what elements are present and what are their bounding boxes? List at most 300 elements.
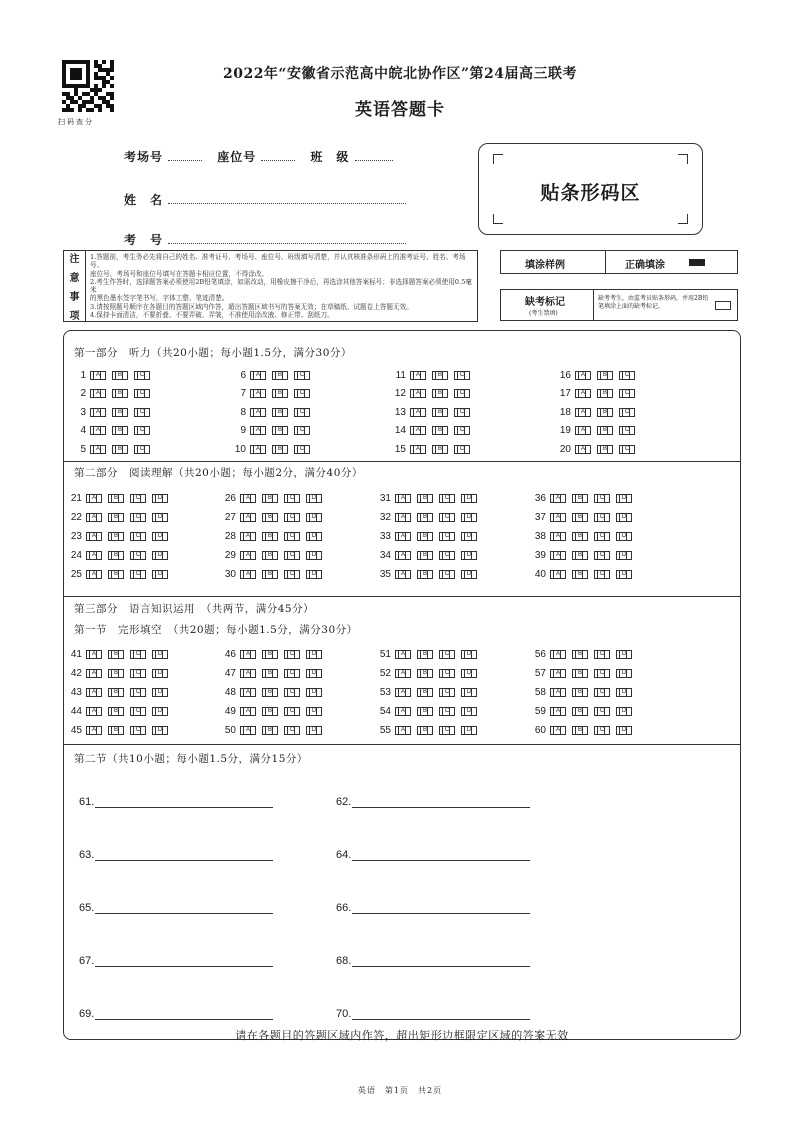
answer-bubble[interactable]: B bbox=[572, 650, 588, 659]
answer-bubble[interactable]: C bbox=[294, 371, 310, 380]
answer-bubble[interactable]: D bbox=[152, 688, 168, 697]
answer-bubble[interactable]: A bbox=[240, 551, 256, 560]
answer-bubble[interactable]: A bbox=[395, 551, 411, 560]
answer-bubble[interactable]: D bbox=[461, 707, 477, 716]
question-number: 25 bbox=[70, 568, 82, 580]
seat-field[interactable] bbox=[261, 151, 295, 161]
answer-bubble[interactable]: C bbox=[594, 688, 610, 697]
answer-bubble[interactable]: D bbox=[306, 669, 322, 678]
answer-bubble[interactable]: C bbox=[130, 669, 146, 678]
answer-bubble[interactable]: D bbox=[461, 726, 477, 735]
answer-bubble[interactable]: A bbox=[90, 408, 106, 417]
answer-bubble[interactable]: D bbox=[616, 494, 632, 503]
answer-bubble[interactable]: B bbox=[572, 688, 588, 697]
answer-bubble[interactable]: A bbox=[240, 513, 256, 522]
answer-bubble[interactable]: B bbox=[262, 532, 278, 541]
question-number: 60 bbox=[534, 724, 546, 736]
answer-bubble[interactable]: C bbox=[130, 532, 146, 541]
answer-bubble[interactable]: D bbox=[616, 570, 632, 579]
answer-bubble[interactable]: B bbox=[262, 669, 278, 678]
answer-bubble[interactable]: A bbox=[410, 426, 426, 435]
answer-bubble[interactable]: D bbox=[616, 650, 632, 659]
answer-bubble[interactable]: C bbox=[594, 726, 610, 735]
answer-bubble[interactable]: D bbox=[461, 688, 477, 697]
question-row bbox=[369, 491, 483, 505]
answer-bubble[interactable]: B bbox=[108, 494, 124, 503]
question-number: 56 bbox=[534, 648, 546, 660]
answer-bubble[interactable]: D bbox=[306, 726, 322, 735]
class-field[interactable] bbox=[355, 151, 393, 161]
answer-bubble[interactable]: D bbox=[152, 513, 168, 522]
answer-bubble[interactable]: D bbox=[152, 669, 168, 678]
answer-bubble[interactable]: B bbox=[432, 408, 448, 417]
answer-bubble[interactable]: B bbox=[597, 371, 613, 380]
question-row bbox=[224, 405, 316, 419]
question-number: 19 bbox=[559, 425, 571, 436]
answer-bubble[interactable]: C bbox=[294, 408, 310, 417]
question-number: 7 bbox=[240, 388, 246, 399]
fill-answer-line[interactable] bbox=[352, 849, 530, 861]
question-number: 48 bbox=[224, 686, 236, 698]
name-label: 姓 名 bbox=[124, 193, 164, 207]
question-number: 32 bbox=[379, 511, 391, 523]
answer-bubble[interactable]: B bbox=[262, 707, 278, 716]
question-row bbox=[369, 685, 483, 699]
answer-bubble[interactable]: C bbox=[439, 570, 455, 579]
answer-bubble[interactable]: A bbox=[550, 707, 566, 716]
question-number: 28 bbox=[224, 530, 236, 542]
fill-answer-row bbox=[336, 849, 530, 861]
question-row bbox=[60, 548, 174, 562]
answer-bubble[interactable]: B bbox=[112, 426, 128, 435]
answer-bubble[interactable]: B bbox=[108, 688, 124, 697]
answer-bubble[interactable]: A bbox=[575, 371, 591, 380]
question-number: 24 bbox=[70, 549, 82, 561]
answer-bubble[interactable]: A bbox=[240, 688, 256, 697]
answer-bubble[interactable]: A bbox=[575, 445, 591, 454]
answer-bubble[interactable]: C bbox=[439, 551, 455, 560]
answer-bubble[interactable]: C bbox=[439, 650, 455, 659]
answer-bubble[interactable]: A bbox=[86, 707, 102, 716]
answer-bubble[interactable]: C bbox=[284, 494, 300, 503]
answer-bubble[interactable]: A bbox=[395, 650, 411, 659]
answer-bubble[interactable]: D bbox=[306, 551, 322, 560]
candidate-row-1 bbox=[124, 146, 393, 165]
answer-bubble[interactable]: B bbox=[597, 445, 613, 454]
answer-bubble[interactable]: A bbox=[550, 532, 566, 541]
answer-bubble[interactable]: C bbox=[439, 707, 455, 716]
answer-bubble[interactable]: B bbox=[417, 551, 433, 560]
answer-bubble[interactable]: A bbox=[550, 494, 566, 503]
answer-bubble[interactable]: A bbox=[86, 513, 102, 522]
answer-bubble[interactable]: B bbox=[108, 532, 124, 541]
fill-answer-line[interactable] bbox=[352, 902, 530, 914]
answer-bubble[interactable]: D bbox=[461, 551, 477, 560]
answer-bubble[interactable]: C bbox=[439, 532, 455, 541]
answer-bubble[interactable]: A bbox=[575, 408, 591, 417]
answer-bubble[interactable]: C bbox=[294, 426, 310, 435]
answer-bubble[interactable]: A bbox=[550, 650, 566, 659]
answer-bubble[interactable]: B bbox=[272, 426, 288, 435]
answer-bubble[interactable]: B bbox=[432, 389, 448, 398]
answer-bubble[interactable]: B bbox=[572, 669, 588, 678]
answer-bubble[interactable]: C bbox=[130, 551, 146, 560]
answer-bubble[interactable]: A bbox=[550, 669, 566, 678]
answer-bubble[interactable]: C bbox=[134, 371, 150, 380]
corner-mark bbox=[678, 154, 688, 164]
answer-bubble[interactable]: A bbox=[550, 726, 566, 735]
answer-bubble[interactable]: D bbox=[616, 551, 632, 560]
answer-bubble[interactable]: D bbox=[152, 726, 168, 735]
question-number: 59 bbox=[534, 705, 546, 717]
answer-bubble[interactable]: C bbox=[454, 389, 470, 398]
answer-bubble[interactable]: B bbox=[597, 426, 613, 435]
answer-bubble[interactable]: B bbox=[262, 726, 278, 735]
fill-answer-number: 63. bbox=[79, 849, 95, 861]
answer-bubble[interactable]: C bbox=[284, 551, 300, 560]
answer-bubble[interactable]: C bbox=[439, 669, 455, 678]
question-number: 36 bbox=[534, 492, 546, 504]
question-number: 16 bbox=[559, 369, 571, 381]
answer-bubble[interactable]: C bbox=[134, 389, 150, 398]
answer-bubble[interactable]: C bbox=[594, 707, 610, 716]
question-row bbox=[384, 387, 476, 401]
answer-bubble[interactable]: C bbox=[619, 389, 635, 398]
answer-bubble[interactable]: B bbox=[272, 408, 288, 417]
question-row bbox=[369, 704, 483, 718]
fill-answer-line[interactable] bbox=[352, 955, 530, 967]
exam-room-field[interactable] bbox=[168, 151, 202, 161]
fill-answer-line[interactable] bbox=[95, 849, 273, 861]
answer-bubble[interactable]: B bbox=[417, 513, 433, 522]
answer-bubble[interactable]: D bbox=[152, 551, 168, 560]
question-number: 6 bbox=[240, 369, 246, 381]
exam-room-label: 考场号 bbox=[124, 150, 164, 164]
answer-bubble[interactable]: B bbox=[417, 688, 433, 697]
answer-bubble[interactable]: C bbox=[454, 371, 470, 380]
answer-bubble[interactable]: B bbox=[108, 551, 124, 560]
answer-bubble[interactable]: A bbox=[240, 570, 256, 579]
answer-bubble[interactable]: C bbox=[284, 650, 300, 659]
answer-bubble[interactable]: A bbox=[240, 669, 256, 678]
answer-bubble[interactable]: B bbox=[108, 650, 124, 659]
answer-bubble[interactable]: B bbox=[417, 570, 433, 579]
answer-bubble[interactable]: A bbox=[575, 389, 591, 398]
answer-bubble[interactable]: A bbox=[395, 513, 411, 522]
question-row bbox=[214, 491, 328, 505]
fill-answer-line[interactable] bbox=[95, 902, 273, 914]
fill-answer-line[interactable] bbox=[95, 1008, 273, 1020]
answer-bubble[interactable]: A bbox=[575, 426, 591, 435]
answer-bubble[interactable]: B bbox=[597, 408, 613, 417]
answer-bubble[interactable]: D bbox=[616, 669, 632, 678]
answer-bubble[interactable]: D bbox=[616, 513, 632, 522]
question-row bbox=[64, 442, 156, 456]
answer-bubble[interactable]: B bbox=[108, 726, 124, 735]
question-number: 11 bbox=[395, 369, 406, 381]
answer-bubble[interactable]: D bbox=[306, 650, 322, 659]
answer-bubble[interactable]: B bbox=[572, 726, 588, 735]
answer-bubble[interactable]: C bbox=[594, 669, 610, 678]
answer-bubble[interactable]: B bbox=[572, 494, 588, 503]
answer-bubble[interactable]: C bbox=[454, 445, 470, 454]
answer-bubble[interactable]: C bbox=[130, 570, 146, 579]
answer-bubble[interactable]: A bbox=[240, 650, 256, 659]
question-number: 14 bbox=[394, 425, 406, 436]
answer-bubble[interactable]: C bbox=[594, 570, 610, 579]
answer-bubble[interactable]: C bbox=[284, 688, 300, 697]
answer-bubble[interactable]: A bbox=[550, 688, 566, 697]
answer-bubble[interactable]: A bbox=[250, 371, 266, 380]
question-row bbox=[214, 510, 328, 524]
answer-bubble[interactable]: A bbox=[395, 532, 411, 541]
question-number: 1 bbox=[80, 369, 86, 381]
answer-bubble[interactable]: D bbox=[306, 707, 322, 716]
answer-bubble[interactable]: A bbox=[86, 551, 102, 560]
fill-answer-row bbox=[336, 902, 530, 914]
answer-bubble[interactable]: B bbox=[108, 707, 124, 716]
answer-bubble[interactable]: C bbox=[130, 513, 146, 522]
answer-bubble[interactable]: B bbox=[417, 726, 433, 735]
divider bbox=[605, 251, 606, 273]
answer-bubble[interactable]: C bbox=[294, 389, 310, 398]
answer-bubble[interactable]: B bbox=[262, 513, 278, 522]
answer-bubble[interactable]: A bbox=[550, 513, 566, 522]
answer-bubble[interactable]: B bbox=[432, 371, 448, 380]
question-row bbox=[224, 387, 316, 401]
answer-bubble[interactable]: C bbox=[130, 688, 146, 697]
answer-bubble[interactable]: D bbox=[616, 532, 632, 541]
answer-bubble[interactable]: B bbox=[417, 707, 433, 716]
question-number: 10 bbox=[234, 443, 246, 455]
answer-bubble[interactable]: B bbox=[572, 532, 588, 541]
question-number: 30 bbox=[224, 568, 236, 580]
notice-text bbox=[90, 253, 473, 319]
answer-bubble[interactable]: C bbox=[134, 445, 150, 454]
answer-bubble[interactable]: C bbox=[454, 426, 470, 435]
answer-bubble[interactable]: B bbox=[112, 445, 128, 454]
answer-bubble[interactable]: C bbox=[594, 551, 610, 560]
answer-bubble[interactable]: B bbox=[108, 570, 124, 579]
answer-bubble[interactable]: C bbox=[439, 513, 455, 522]
answer-bubble[interactable]: D bbox=[152, 570, 168, 579]
answer-bubble[interactable]: D bbox=[306, 688, 322, 697]
question-number: 49 bbox=[224, 705, 236, 717]
answer-bubble[interactable]: D bbox=[152, 494, 168, 503]
fill-answer-row bbox=[336, 796, 530, 808]
answer-bubble[interactable]: B bbox=[572, 707, 588, 716]
answer-bubble[interactable]: C bbox=[594, 650, 610, 659]
answer-bubble[interactable]: B bbox=[262, 551, 278, 560]
answer-bubble[interactable]: A bbox=[395, 570, 411, 579]
question-row bbox=[224, 368, 316, 382]
answer-bubble[interactable]: D bbox=[461, 494, 477, 503]
question-number: 12 bbox=[394, 388, 406, 399]
answer-bubble[interactable]: C bbox=[284, 570, 300, 579]
answer-bubble[interactable]: A bbox=[240, 532, 256, 541]
answer-bubble[interactable]: C bbox=[284, 532, 300, 541]
answer-bubble[interactable]: B bbox=[272, 371, 288, 380]
answer-bubble[interactable]: D bbox=[306, 570, 322, 579]
answer-bubble[interactable]: A bbox=[410, 371, 426, 380]
fill-answer-line[interactable] bbox=[352, 1008, 530, 1020]
answer-bubble[interactable]: D bbox=[461, 513, 477, 522]
answer-bubble[interactable]: D bbox=[306, 513, 322, 522]
question-row bbox=[384, 405, 476, 419]
answer-bubble[interactable]: D bbox=[461, 532, 477, 541]
answer-bubble[interactable]: B bbox=[572, 570, 588, 579]
fill-answer-number: 65. bbox=[79, 902, 95, 914]
answer-bubble[interactable]: A bbox=[395, 669, 411, 678]
question-row bbox=[384, 442, 476, 456]
answer-bubble[interactable]: D bbox=[152, 707, 168, 716]
question-row bbox=[214, 704, 328, 718]
card-title: 英语答题卡 bbox=[355, 100, 445, 120]
answer-bubble[interactable]: C bbox=[619, 371, 635, 380]
answer-bubble[interactable]: B bbox=[112, 389, 128, 398]
answer-bubble[interactable]: A bbox=[550, 570, 566, 579]
answer-bubble[interactable]: C bbox=[284, 669, 300, 678]
answer-bubble[interactable]: B bbox=[417, 650, 433, 659]
answer-bubble[interactable]: A bbox=[240, 726, 256, 735]
answer-bubble[interactable]: A bbox=[395, 688, 411, 697]
answer-bubble[interactable]: B bbox=[272, 389, 288, 398]
absent-bubble[interactable] bbox=[715, 301, 731, 310]
answer-bubble[interactable]: C bbox=[130, 494, 146, 503]
answer-bubble[interactable]: B bbox=[432, 426, 448, 435]
answer-bubble[interactable]: A bbox=[86, 669, 102, 678]
candidate-row-3 bbox=[124, 229, 406, 248]
answer-bubble[interactable]: B bbox=[108, 513, 124, 522]
corner-mark bbox=[493, 154, 503, 164]
answer-bubble[interactable]: B bbox=[572, 551, 588, 560]
answer-bubble[interactable]: A bbox=[240, 707, 256, 716]
answer-bubble[interactable]: C bbox=[619, 426, 635, 435]
answer-bubble[interactable]: C bbox=[454, 408, 470, 417]
boundary-warning: 请在各题目的答题区域内作答，超出矩形边框限定区域的答案无效 bbox=[235, 1029, 569, 1042]
answer-bubble[interactable]: C bbox=[439, 494, 455, 503]
answer-bubble[interactable]: C bbox=[134, 408, 150, 417]
answer-bubble[interactable]: A bbox=[550, 551, 566, 560]
answer-bubble[interactable]: B bbox=[417, 669, 433, 678]
answer-bubble[interactable]: B bbox=[262, 650, 278, 659]
answer-bubble[interactable]: A bbox=[90, 426, 106, 435]
answer-bubble[interactable]: A bbox=[86, 650, 102, 659]
exam-id-field[interactable] bbox=[168, 234, 406, 244]
answer-bubble[interactable]: C bbox=[130, 707, 146, 716]
answer-bubble[interactable]: A bbox=[86, 570, 102, 579]
question-row bbox=[524, 647, 638, 661]
answer-bubble[interactable]: C bbox=[284, 726, 300, 735]
question-number: 26 bbox=[224, 492, 236, 504]
question-row bbox=[224, 442, 316, 456]
answer-bubble[interactable]: B bbox=[597, 389, 613, 398]
answer-bubble[interactable]: C bbox=[439, 726, 455, 735]
question-row bbox=[369, 548, 483, 562]
fill-answer-number: 66. bbox=[336, 902, 352, 914]
question-row bbox=[64, 424, 156, 438]
answer-bubble[interactable]: D bbox=[152, 650, 168, 659]
answer-bubble[interactable]: C bbox=[284, 513, 300, 522]
notice-line: 座位号，考场号和座位号填写在答题卡相应位置，不得涂改。 bbox=[90, 269, 269, 278]
answer-bubble[interactable]: D bbox=[461, 650, 477, 659]
fill-answer-line[interactable] bbox=[352, 796, 530, 808]
answer-bubble[interactable]: B bbox=[262, 570, 278, 579]
answer-bubble[interactable]: A bbox=[410, 389, 426, 398]
question-row bbox=[60, 666, 174, 680]
fill-answer-line[interactable] bbox=[95, 955, 273, 967]
answer-bubble[interactable]: A bbox=[90, 445, 106, 454]
answer-bubble[interactable]: D bbox=[461, 570, 477, 579]
answer-bubble[interactable]: A bbox=[250, 389, 266, 398]
answer-bubble[interactable]: A bbox=[90, 389, 106, 398]
answer-bubble[interactable]: A bbox=[86, 726, 102, 735]
answer-bubble[interactable]: A bbox=[410, 408, 426, 417]
answer-bubble[interactable]: A bbox=[250, 408, 266, 417]
answer-bubble[interactable]: D bbox=[616, 726, 632, 735]
answer-bubble[interactable]: B bbox=[262, 494, 278, 503]
fill-answer-row bbox=[336, 1008, 530, 1020]
answer-bubble[interactable]: A bbox=[395, 494, 411, 503]
answer-bubble[interactable]: B bbox=[417, 494, 433, 503]
section-divider bbox=[64, 596, 740, 597]
answer-bubble[interactable]: A bbox=[395, 707, 411, 716]
answer-bubble[interactable]: A bbox=[250, 426, 266, 435]
answer-bubble[interactable]: A bbox=[86, 688, 102, 697]
answer-bubble[interactable]: D bbox=[306, 532, 322, 541]
answer-bubble[interactable]: D bbox=[616, 707, 632, 716]
answer-bubble[interactable]: B bbox=[112, 371, 128, 380]
answer-bubble[interactable]: A bbox=[90, 371, 106, 380]
fill-answer-line[interactable] bbox=[95, 796, 273, 808]
question-number: 3 bbox=[80, 406, 86, 418]
answer-bubble[interactable]: B bbox=[417, 532, 433, 541]
question-row bbox=[549, 405, 641, 419]
answer-bubble[interactable]: C bbox=[130, 650, 146, 659]
answer-bubble[interactable]: C bbox=[594, 513, 610, 522]
answer-bubble[interactable]: A bbox=[395, 726, 411, 735]
answer-bubble[interactable]: A bbox=[240, 494, 256, 503]
answer-bubble[interactable]: B bbox=[112, 408, 128, 417]
answer-bubble[interactable]: B bbox=[272, 445, 288, 454]
answer-bubble[interactable]: A bbox=[86, 494, 102, 503]
answer-bubble[interactable]: D bbox=[152, 532, 168, 541]
answer-bubble[interactable]: D bbox=[306, 494, 322, 503]
answer-bubble[interactable]: B bbox=[108, 669, 124, 678]
answer-bubble[interactable]: C bbox=[619, 445, 635, 454]
answer-bubble[interactable]: B bbox=[262, 688, 278, 697]
answer-bubble[interactable]: A bbox=[86, 532, 102, 541]
section-divider bbox=[64, 744, 740, 745]
name-field[interactable] bbox=[168, 194, 406, 204]
answer-bubble[interactable]: C bbox=[130, 726, 146, 735]
answer-bubble[interactable]: A bbox=[410, 445, 426, 454]
answer-bubble[interactable]: C bbox=[619, 408, 635, 417]
answer-bubble[interactable]: C bbox=[594, 494, 610, 503]
answer-bubble[interactable]: C bbox=[284, 707, 300, 716]
barcode-area bbox=[478, 143, 703, 235]
answer-bubble[interactable]: C bbox=[134, 426, 150, 435]
answer-bubble[interactable]: D bbox=[616, 688, 632, 697]
answer-bubble[interactable]: C bbox=[439, 688, 455, 697]
answer-bubble[interactable]: A bbox=[250, 445, 266, 454]
answer-bubble[interactable]: C bbox=[594, 532, 610, 541]
answer-bubble[interactable]: B bbox=[432, 445, 448, 454]
answer-bubble[interactable]: B bbox=[572, 513, 588, 522]
answer-bubble[interactable]: C bbox=[294, 445, 310, 454]
notice-box bbox=[63, 250, 478, 322]
answer-bubble[interactable]: D bbox=[461, 669, 477, 678]
